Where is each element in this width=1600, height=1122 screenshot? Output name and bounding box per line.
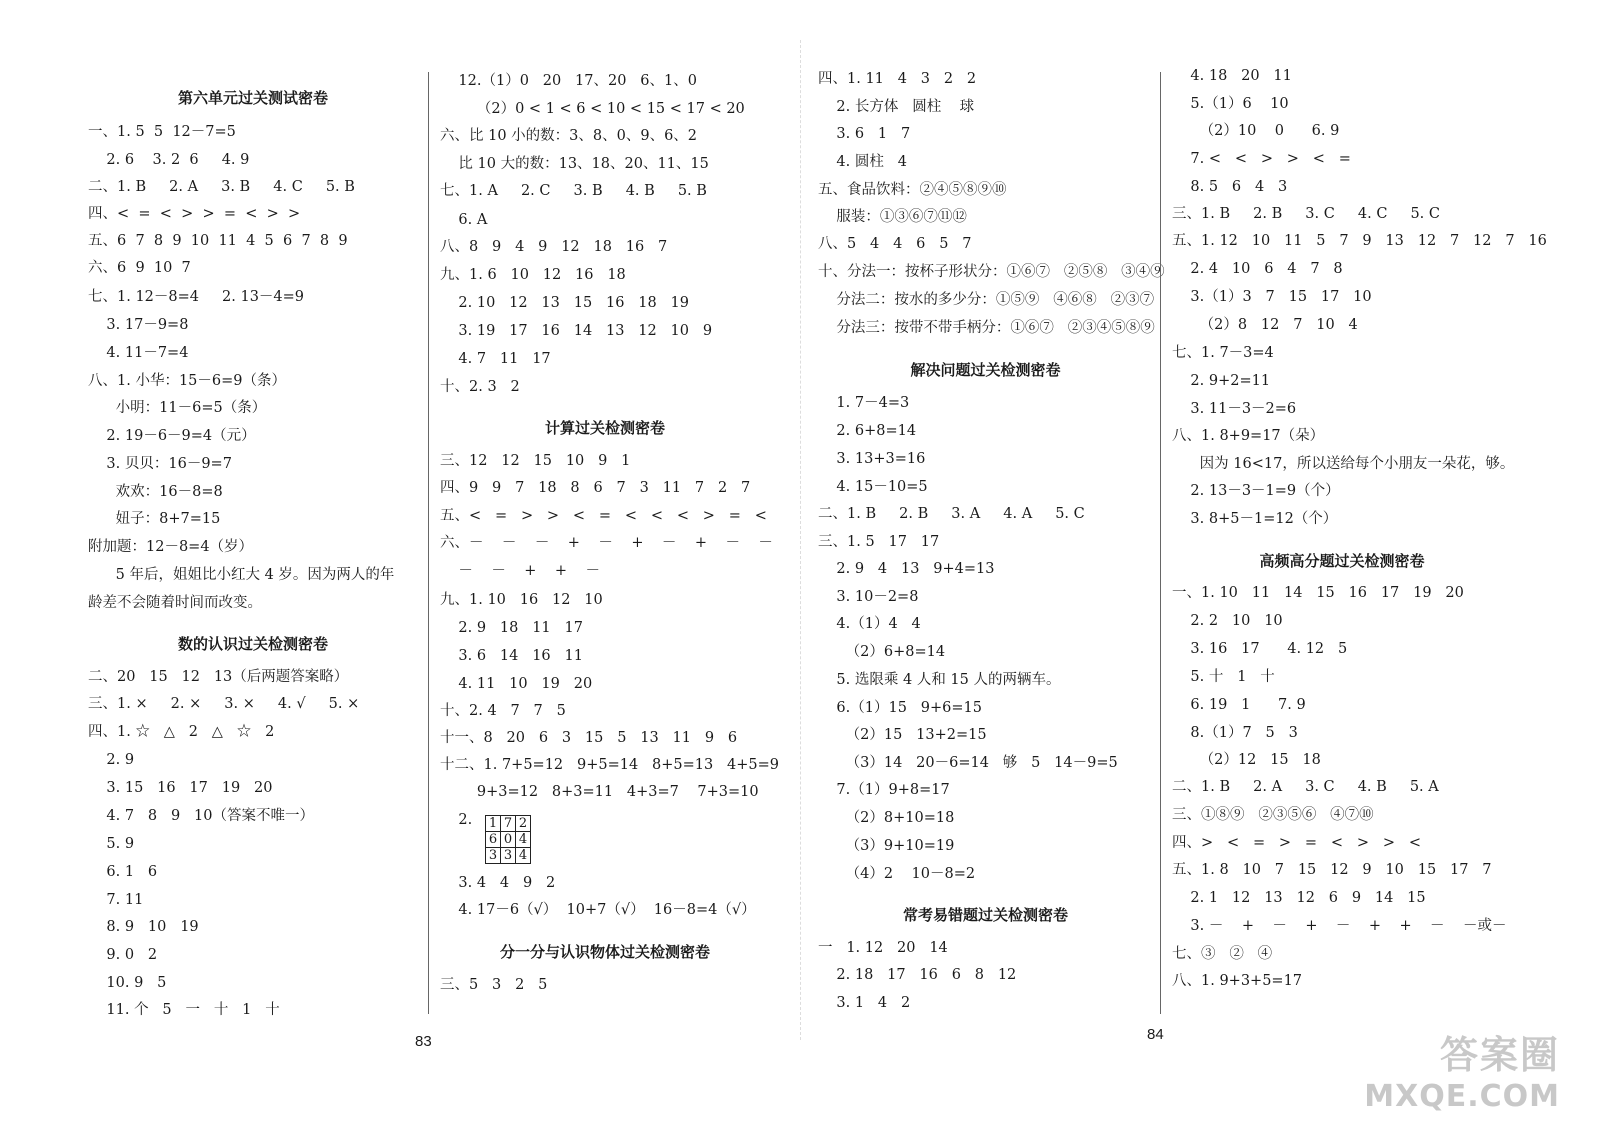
answer-line: 2. 4 10 6 4 7 8 xyxy=(1172,261,1343,277)
answer-line: 四、1. ☆ △ 2 △ ☆ 2 xyxy=(88,724,275,740)
grid-cell: 6 xyxy=(486,832,501,848)
answer-line: 三、1. × 2. × 3. × 4. √ 5. × xyxy=(88,696,360,712)
answer-line: 2. 13－3－1=9（个） xyxy=(1172,483,1340,499)
answer-line: 2. 10 12 13 15 16 18 19 xyxy=(440,295,689,311)
magic-square-grid xyxy=(485,815,531,864)
answer-line: 三、5 3 2 5 xyxy=(440,977,548,993)
answer-line: 2. 2 10 10 xyxy=(1172,613,1283,629)
answer-line: 分法二：按水的多少分：①⑤⑨ ④⑥⑧ ②③⑦ xyxy=(818,292,1155,308)
answer-line: 四、> < = > = < > > < xyxy=(1172,835,1421,851)
answer-line: 七、1. A 2. C 3. B 4. B 5. B xyxy=(440,183,707,199)
answer-line: 12.（1）0 20 17、20 6、1、0 xyxy=(440,73,697,89)
center-fold xyxy=(800,40,801,1040)
answer-line: 小明：11－6=5（条） xyxy=(88,400,267,416)
answer-line: 八、5 4 4 6 5 7 xyxy=(818,236,972,252)
answer-line: 3. 17－9=8 xyxy=(88,317,189,333)
answer-line: 5 年后，姐姐比小红大 4 岁。因为两人的年 xyxy=(88,567,395,583)
answer-line: 3. 4 4 9 2 xyxy=(440,875,556,891)
answer-line: （4）2 10－8=2 xyxy=(818,866,976,882)
grid-cell: 0 xyxy=(501,832,516,848)
answer-line: 比 10 大的数：13、18、20、11、15 xyxy=(440,156,709,172)
grid-cell: 4 xyxy=(516,832,531,848)
answer-line: （2）15 13+2=15 xyxy=(818,727,987,743)
answer-line: 3. 8+5－1=12（个） xyxy=(1172,511,1338,527)
answer-line: 一 1. 12 20 14 xyxy=(818,940,948,956)
answer-line: 9. 0 2 xyxy=(88,947,158,963)
grid-cell: 7 xyxy=(501,816,516,832)
answer-line: 7. 11 xyxy=(88,892,144,908)
answer-line: 三、12 12 15 10 9 1 xyxy=(440,453,631,469)
answer-line: 5. 十 1 十 xyxy=(1172,669,1275,685)
answer-line: 八、1. 9+3+5=17 xyxy=(1172,973,1303,989)
answer-line: 2. 9 18 11 17 xyxy=(440,620,583,636)
answer-line: 十、分法一：按杯子形状分：①⑥⑦ ②⑤⑧ ③④⑨ xyxy=(818,264,1165,280)
answer-line: 七、1. 7－3=4 xyxy=(1172,345,1274,361)
grid-cell: 1 xyxy=(486,816,501,832)
answer-line: 2. 19－6－9=4（元） xyxy=(88,428,256,444)
answer-line: 四、9 9 7 18 8 6 7 3 11 7 2 7 xyxy=(440,480,751,496)
answer-line: 十一、8 20 6 3 15 5 13 11 9 6 xyxy=(440,730,738,746)
answer-line: （3）14 20－6=14 够 5 14－9=5 xyxy=(818,755,1118,771)
answer-line: 11. 个 5 一 十 1 十 xyxy=(88,1002,280,1018)
answer-line: 五、食品饮料：②④⑤⑧⑨⑩ xyxy=(818,182,1007,198)
answer-line: 二、1. B 2. A 3. B 4. C 5. B xyxy=(88,179,355,195)
answer-line: 妞子：8+7=15 xyxy=(88,511,221,527)
watermark-domain: MXQE.COM xyxy=(1364,1079,1560,1114)
grid-cell: 3 xyxy=(501,848,516,864)
answer-line: 4. 11 10 19 20 xyxy=(440,676,593,692)
answer-line: 4. 18 20 11 xyxy=(1172,68,1292,84)
answer-line: 2. 6 3. 2 6 4. 9 xyxy=(88,152,250,168)
answer-line: 三、1. 5 17 17 xyxy=(818,534,940,550)
answer-line: 9+3=12 8+3=11 4+3=7 7+3=10 xyxy=(440,784,759,800)
answer-line: 2. 9+2=11 xyxy=(1172,373,1271,389)
answer-line: 5. 9 xyxy=(88,836,135,852)
answer-line: 3. 19 17 16 14 13 12 10 9 xyxy=(440,323,713,339)
answer-line: 3. 13+3=16 xyxy=(818,451,926,467)
answer-line: （2）8 12 7 10 4 xyxy=(1172,317,1358,333)
answer-line: 十二、1. 7+5=12 9+5=14 8+5=13 4+5=9 xyxy=(440,757,780,773)
answer-line: 8.（1）7 5 3 xyxy=(1172,725,1298,741)
answer-line: － － + + － xyxy=(440,563,600,579)
answer-line: 五、6 7 8 9 10 11 4 5 6 7 8 9 xyxy=(88,233,348,249)
section-heading: 计算过关检测密卷 xyxy=(544,419,665,437)
answer-line: 分法三：按带不带手柄分：①⑥⑦ ②③④⑤⑧⑨ xyxy=(818,320,1155,336)
answer-line: （3）9+10=19 xyxy=(818,838,955,854)
answer-line: 4. 11－7=4 xyxy=(88,345,189,361)
answer-line: 附加题：12－8=4（岁） xyxy=(88,539,254,555)
answer-line: 2. 18 17 16 6 8 12 xyxy=(818,967,1017,983)
answer-line: 2. 长方体 圆柱 球 xyxy=(818,99,975,115)
answer-line: 七、③ ② ④ xyxy=(1172,946,1273,962)
answer-line: 因为 16<17，所以送给每个小朋友一朵花，够。 xyxy=(1172,456,1515,472)
answer-line: 3. 1 4 2 xyxy=(818,995,911,1011)
answer-line: 龄差不会随着时间而改变。 xyxy=(88,595,262,611)
section-heading: 解决问题过关检测密卷 xyxy=(910,361,1061,379)
answer-line: 3. 15 16 17 19 20 xyxy=(88,780,273,796)
answer-line: 3.（1）3 7 15 17 10 xyxy=(1172,289,1372,305)
answer-line: 4. 15－10=5 xyxy=(818,479,928,495)
answer-line: 六、－ － － + － + － + － － xyxy=(440,535,773,551)
answer-line: 四、1. 11 4 3 2 2 xyxy=(818,71,977,87)
answer-line: 二、20 15 12 13（后两题答案略） xyxy=(88,669,349,685)
answer-line: 3. 16 17 4. 12 5 xyxy=(1172,641,1348,657)
answer-line: 三、①⑧⑨ ②③⑤⑥ ④⑦⑩ xyxy=(1172,807,1374,823)
answer-line: （2）12 15 18 xyxy=(1172,752,1321,768)
answer-line: 2. 9 4 13 9+4=13 xyxy=(818,561,995,577)
answer-line: （2）8+10=18 xyxy=(818,810,955,826)
column-divider xyxy=(428,72,429,1014)
column-divider xyxy=(1160,72,1161,1014)
answer-line: 3. 6 14 16 11 xyxy=(440,648,583,664)
answer-line: 5.（1）6 10 xyxy=(1172,96,1289,112)
watermark-logo-text: 答案圈 xyxy=(1439,1033,1560,1077)
site-watermark xyxy=(1364,1024,1560,1114)
grid-cell: 2 xyxy=(516,816,531,832)
answer-line: 1. 7－4=3 xyxy=(818,395,910,411)
answer-line: 服装：①③⑥⑦⑪⑫ xyxy=(818,209,967,225)
answer-line: 五、1. 8 10 7 15 12 9 10 15 17 7 xyxy=(1172,862,1492,878)
answer-line: 3. 6 1 7 xyxy=(818,126,911,142)
section-heading: 第六单元过关测试密卷 xyxy=(177,89,328,107)
answer-line: 九、1. 6 10 12 16 18 xyxy=(440,267,626,283)
answer-line: 3. 11－3－2=6 xyxy=(1172,401,1297,417)
answer-line: 4. 7 11 17 xyxy=(440,351,551,367)
answer-line: 二、1. B 2. A 3. C 4. B 5. A xyxy=(1172,779,1439,795)
answer-line: 4. 7 8 9 10（答案不唯一） xyxy=(88,808,314,824)
answer-line: 2. 9 xyxy=(88,752,135,768)
answer-line: 4.（1）4 4 xyxy=(818,616,921,632)
answer-line: 十、2. 4 7 7 5 xyxy=(440,703,566,719)
page-number-right: 84 xyxy=(1147,1026,1164,1043)
answer-line: 四、< = < > > = < > > xyxy=(88,206,301,222)
answer-line: 2. 6+8=14 xyxy=(818,423,917,439)
answer-line: 3. 10－2=8 xyxy=(818,589,919,605)
section-heading: 分一分与认识物体过关检测密卷 xyxy=(499,943,710,961)
answer-line: 七、1. 12－8=4 2. 13－4=9 xyxy=(88,289,305,305)
answer-line: 六、比 10 小的数：3、8、0、9、6、2 xyxy=(440,128,698,144)
answer-line: 2. 1 12 13 12 6 9 14 15 xyxy=(1172,890,1426,906)
answer-line: 4. 圆柱 4 xyxy=(818,154,907,170)
answer-line: 十、2. 3 2 xyxy=(440,379,520,395)
answer-line: （2）6+8=14 xyxy=(818,644,946,660)
answer-line: 6. 19 1 7. 9 xyxy=(1172,697,1306,713)
answer-line: 二、1. B 2. B 3. A 4. A 5. C xyxy=(818,506,1085,522)
answer-line: 6. 1 6 xyxy=(88,864,158,880)
answer-line: 5. 选限乘 4 人和 15 人的两辆车。 xyxy=(818,672,1061,688)
answer-line: 八、1. 8+9=17（朵） xyxy=(1172,428,1325,444)
answer-line: 一、1. 5 5 12－7=5 xyxy=(88,124,236,140)
answer-line: 4. 17－6（√） 10+7（√） 16－8=4（√） xyxy=(440,902,756,918)
answer-line: 欢欢：16－8=8 xyxy=(88,484,223,500)
answer-line: 6.（1）15 9+6=15 xyxy=(818,700,982,716)
answer-line: 2. xyxy=(440,812,473,828)
answer-line: 6. A xyxy=(440,212,488,228)
section-heading: 常考易错题过关检测密卷 xyxy=(902,906,1068,924)
answer-line: 8. 5 6 4 3 xyxy=(1172,179,1288,195)
answer-line: 10. 9 5 xyxy=(88,975,167,991)
answer-line: 3. － + － + － + + － －或－ xyxy=(1172,918,1507,934)
answer-line: 九、1. 10 16 12 10 xyxy=(440,592,603,608)
answer-line: 五、< = > > < = < < < > = < xyxy=(440,508,767,524)
answer-line: （2）10 0 6. 9 xyxy=(1172,123,1340,139)
answer-line: （2）0 < 1 < 6 < 10 < 15 < 17 < 20 xyxy=(440,101,745,117)
answer-line: 六、6 9 10 7 xyxy=(88,260,191,276)
section-heading: 数的认识过关检测密卷 xyxy=(177,635,328,653)
grid-cell: 4 xyxy=(516,848,531,864)
answer-line: 三、1. B 2. B 3. C 4. C 5. C xyxy=(1172,206,1440,222)
answer-line: 八、1. 小华：15－6=9（条） xyxy=(88,373,286,389)
page-number-left: 83 xyxy=(415,1033,432,1050)
grid-cell: 3 xyxy=(486,848,501,864)
answer-line: 8. 9 10 19 xyxy=(88,919,199,935)
answer-line: 3. 贝贝：16－9=7 xyxy=(88,456,232,472)
answer-line: 五、1. 12 10 11 5 7 9 13 12 7 12 7 16 xyxy=(1172,233,1547,249)
answer-line: 八、8 9 4 9 12 18 16 7 xyxy=(440,239,668,255)
answer-line: 一、1. 10 11 14 15 16 17 19 20 xyxy=(1172,585,1464,601)
section-heading: 高频高分题过关检测密卷 xyxy=(1259,552,1425,570)
answer-line: 7. < < > > < = xyxy=(1172,151,1351,167)
answer-line: 7.（1）9+8=17 xyxy=(818,782,950,798)
